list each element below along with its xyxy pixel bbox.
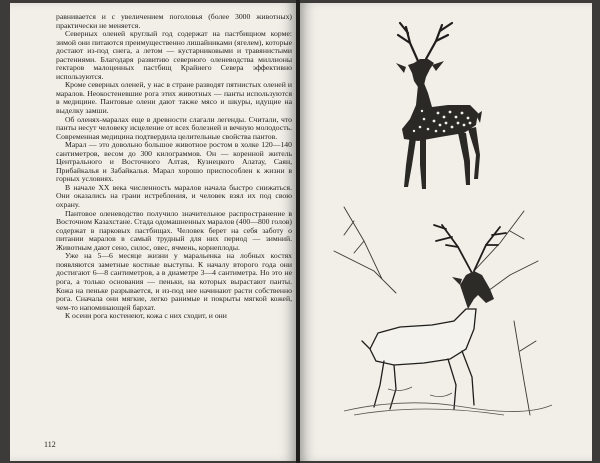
spotted-deer-illustration — [348, 15, 498, 195]
paragraph: Пантовое оленеводство получило значительное распространение в Восточном Казахстане. Стада одомашненных маралов (400—800 голов) содержат в парковых пастбищах. Человек берет на себя заботу о питании маралов в самый трудный для них период — зимний. Животным дают сено, силос, овес, ячмень, корнеплоды. — [56, 208, 292, 252]
paragraph: В начале XX века численность маралов начала быстро снижаться. Они оказались на грани истребления, и человек взял их под свою охрану. — [56, 182, 292, 210]
maral-deer-illustration — [324, 201, 554, 419]
page-number: 112 — [44, 440, 56, 449]
paragraph: Об оленях-маралах еще в древности слагали легенды. Считали, что панты несут человеку исцеление от всех болезней и вечную молодость. Современная медицина подтвердила целительные свойства пантов. — [56, 114, 292, 141]
paragraph: Уже на 5—6 месяце жизни у маральенка на лобных костях появляются заметные костные выступы. К началу второго года они достигают 6—8 сантиметров, а в диаметре 3—4 сантиметра. Но это не рога, а только основания — пеньки, на которых вырастают панты. Кожа на пеньке разрывается, и из-под нее начинают расти собственно рога. Сначала они мягкие, легко ранимые и покрыты мягкой кожей, чем-то напоминающей бархат. — [56, 251, 292, 312]
left-page — [10, 3, 296, 461]
paragraph: равнивается и с увеличением поголовья (более 3000 животных) практически не меняется. — [56, 12, 292, 30]
paragraph: Северных оленей круглый год содержат на пастбищном корме: зимой они питаются преимущественно лишайниками (ягелем), которые достают из-под снега, а летом — кустарниковыми и травянистыми растениями. Благодаря развитию северного оленеводства миллионы гектаров малоценных пастбищ Крайнего Севера эффективно используются. — [56, 29, 292, 81]
paragraph: Марал — это довольно большое животное ростом в холке 120—140 сантиметров, весом до 300 килограммов. Он — коренной житель Центрального и Восточного Алтая, Кузнецкого Алатау, Саян, Прибайкалья и Забайкалья. Марал хорошо приспособлен к жизни в горных условиях. — [56, 140, 292, 184]
paragraph: Кроме северных оленей, у нас в стране разводят пятнистых оленей и маралов. Неокостеневшие рога этих животных — панты используются в медицине. Пантовые олени дают также мясо и шкуры, идущие на выделку замши. — [56, 80, 292, 116]
body-text — [56, 13, 292, 321]
right-page — [300, 3, 592, 461]
paragraph: К осени рога костенеют, кожа с них сходит, и они — [65, 311, 227, 321]
